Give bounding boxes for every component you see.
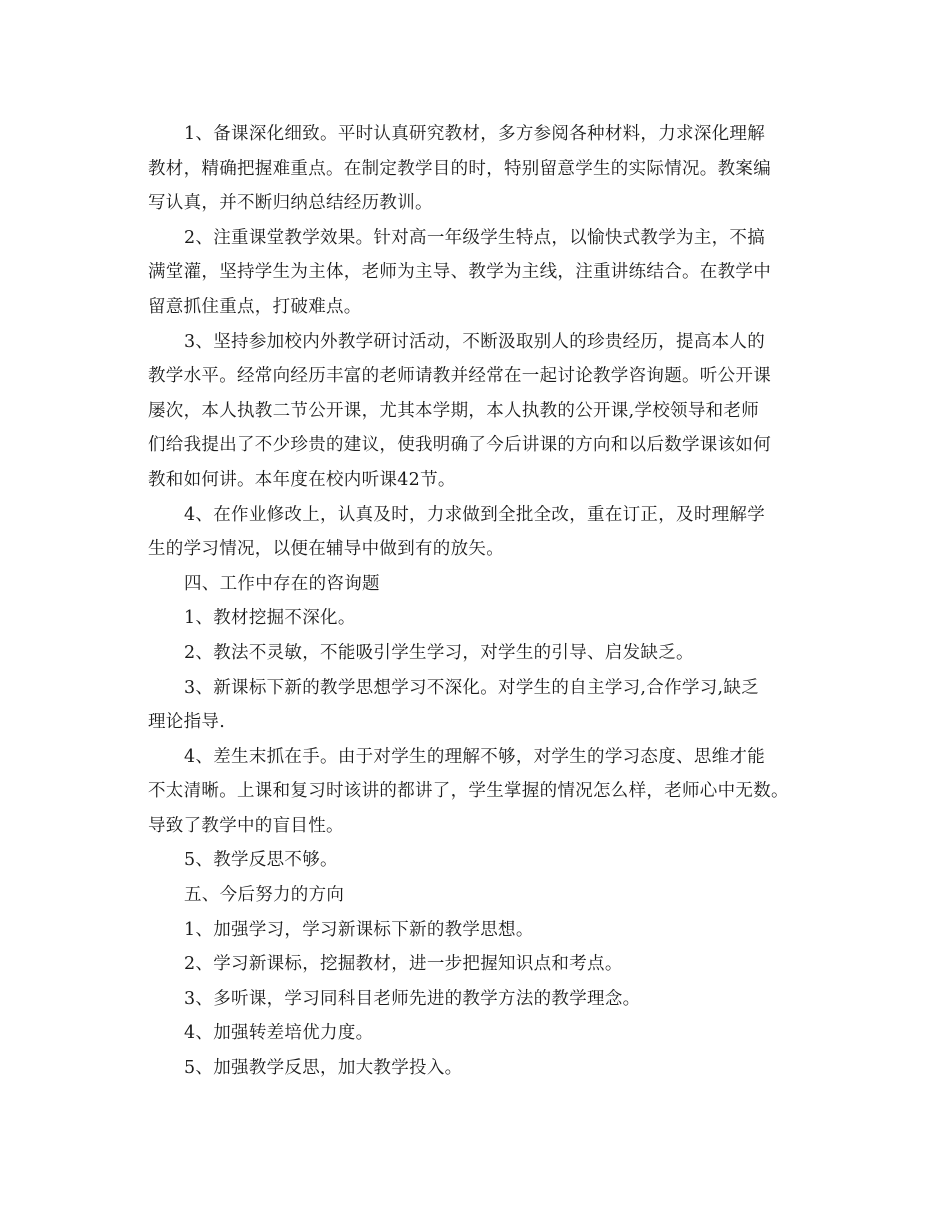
text-line: 们给我提出了不少珍贵的建议，使我明确了今后讲课的方向和以后数学课该如何 bbox=[148, 435, 771, 456]
text-line: 3、坚持参加校内外教学研讨活动，不断汲取别人的珍贵经历，提高本人的 bbox=[184, 331, 766, 352]
text-line: 留意抓住重点，打破难点。 bbox=[148, 296, 362, 317]
text-line: 5、加强教学反思，加大教学投入。 bbox=[184, 1058, 463, 1079]
text-line: 四、工作中存在的咨询题 bbox=[184, 573, 380, 594]
text-line: 2、注重课堂教学效果。针对高一年级学生特点，以愉快式教学为主，不搞 bbox=[184, 227, 766, 248]
text-line: 4、在作业修改上，认真及时，力求做到全批全改，重在订正，及时理解学 bbox=[184, 504, 766, 525]
text-line: 2、学习新课标，挖掘教材，进一步把握知识点和考点。 bbox=[184, 954, 623, 975]
text-line: 1、加强学习，学习新课标下新的教学思想。 bbox=[184, 919, 534, 940]
text-line: 五、今后努力的方向 bbox=[184, 885, 345, 906]
text-line: 5、教学反思不够。 bbox=[184, 850, 338, 871]
text-line: 满堂灌，坚持学生为主体，老师为主导、教学为主线，注重讲练结合。在教学中 bbox=[148, 262, 771, 283]
text-line: 导致了教学中的盲目性。 bbox=[148, 815, 344, 836]
text-line: 1、教材挖掘不深化。 bbox=[184, 608, 356, 629]
text-line: 1、备课深化细致。平时认真研究教材，多方参阅各种材料，力求深化理解 bbox=[184, 124, 766, 144]
text-line: 教材，精确把握难重点。在制定教学目的时，特别留意学生的实际情况。教案编 bbox=[148, 158, 771, 179]
text-line: 2、教法不灵敏，不能吸引学生学习，对学生的引导、启发缺乏。 bbox=[184, 642, 694, 663]
text-line: 3、新课标下新的教学思想学习不深化。对学生的自主学习,合作学习,缺乏 bbox=[184, 677, 759, 698]
text-line: 4、差生末抓在手。由于对学生的理解不够，对学生的学习态度、思维才能 bbox=[184, 746, 766, 767]
text-line: 屡次，本人执教二节公开课，尤其本学期，本人执教的公开课,学校领导和老师 bbox=[148, 400, 760, 421]
text-line: 不太清晰。上课和复习时该讲的都讲了，学生掌握的情况怎么样，老师心中无数。 bbox=[148, 781, 789, 802]
text-line: 生的学习情况，以便在辅导中做到有的放矢。 bbox=[148, 539, 504, 560]
document-body bbox=[148, 117, 818, 1086]
text-line: 4、加强转差培优力度。 bbox=[184, 1023, 374, 1044]
text-line: 理论指导. bbox=[148, 712, 226, 733]
text-line: 3、多听课，学习同科目老师先进的教学方法的教学理念。 bbox=[184, 988, 641, 1009]
text-line: 教学水平。经常向经历丰富的老师请教并经常在一起讨论教学咨询题。听公开课 bbox=[148, 366, 771, 387]
text-line: 教和如何讲。本年度在校内听课42节。 bbox=[148, 469, 456, 490]
text-line: 写认真，并不断归纳总结经历教训。 bbox=[148, 193, 433, 214]
